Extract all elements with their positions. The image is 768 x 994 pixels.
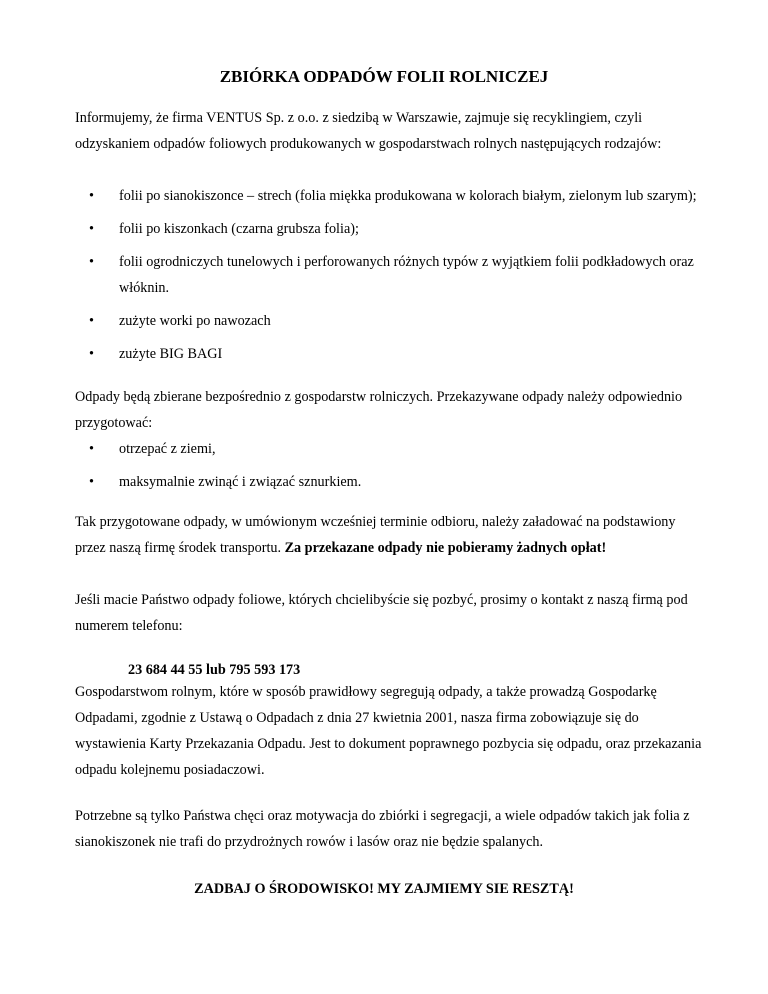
bullet-icon: •: [89, 188, 94, 204]
bullet-icon: •: [89, 221, 94, 237]
list-item-text: folii po sianokiszonce – strech (folia miękka produkowana w kolorach białym, zielonym lub szarym);: [119, 188, 697, 204]
document-title: ZBIÓRKA ODPADÓW FOLII ROLNICZEJ: [219, 67, 549, 86]
bullet-icon: •: [89, 474, 94, 490]
phone-number: 23 684 44 55 lub 795 593 173: [128, 662, 301, 678]
bullet-icon: •: [89, 313, 94, 329]
list-item: [75, 216, 705, 242]
bullet-icon: •: [89, 254, 94, 270]
bullet-icon: •: [89, 441, 94, 457]
bullet-icon: •: [89, 346, 94, 362]
list-item-text: zużyte worki po nawozach: [119, 313, 271, 329]
list-item-text: otrzepać z ziemi,: [119, 441, 216, 457]
list-item-text: folii po kiszonkach (czarna grubsza folia);: [119, 221, 359, 237]
certificate-paragraph: Gospodarstwom rolnym, które w sposób prawidłowy segregują odpady, a także prowadzą Gospodarkę Odpadami, zgodnie z Ustawą o Odpadach z dnia 27 kwietnia 2001, nasza firma zobowiązuje się do wystawienia Karty Przekazania Odpadu. Jest to dokument poprawnego pozbycia się odpadu, oraz przekazania odpadu kolejnemu posiadaczowi.: [75, 684, 702, 778]
waste-types-list: [75, 183, 705, 374]
list-item: [75, 469, 705, 495]
collection-paragraph: Odpady będą zbierane bezpośrednio z gospodarstw rolniczych. Przekazywane odpady należy odpowiednio przygotować:: [75, 389, 683, 431]
list-item: [75, 308, 705, 334]
motivation-paragraph: Potrzebne są tylko Państwa chęci oraz motywacja do zbiórki i segregacji, a wiele odpadów takich jak folia z sianokiszonek nie trafi do przydrożnych rowów i lasów oraz nie będzie spalanych.: [75, 808, 690, 850]
preparation-list: [75, 436, 705, 502]
list-item-text: folii ogrodniczych tunelowych i perforowanych różnych typów z wyjątkiem folii podkładowych oraz włóknin.: [119, 254, 694, 296]
intro-paragraph: Informujemy, że firma VENTUS Sp. z o.o. z siedzibą w Warszawie, zajmuje się recyklingiem, czyli odzyskaniem odpadów foliowych produkowanych w gospodarstwach rolnych następujących rodzajów:: [75, 110, 662, 152]
list-item: [75, 436, 705, 462]
list-item-text: zużyte BIG BAGI: [119, 346, 223, 362]
list-item: [75, 249, 705, 301]
closing-slogan: ZADBAJ O ŚRODOWISKO! MY ZAJMIEMY SIE RESZTĄ!: [194, 881, 574, 897]
list-item: [75, 341, 705, 367]
no-fee-notice: Za przekazane odpady nie pobieramy żadnych opłat!: [284, 540, 607, 556]
transport-paragraph: [75, 509, 705, 561]
list-item: [75, 183, 705, 209]
list-item-text: maksymalnie zwinąć i związać sznurkiem.: [119, 474, 362, 490]
contact-paragraph: Jeśli macie Państwo odpady foliowe, których chcielibyście się pozbyć, prosimy o kontakt z naszą firmą pod numerem telefonu:: [75, 592, 688, 634]
transport-text: Tak przygotowane odpady, w umówionym wcześniej terminie odbioru, należy załadować na podstawiony przez naszą firmę środek transportu.: [75, 514, 676, 556]
